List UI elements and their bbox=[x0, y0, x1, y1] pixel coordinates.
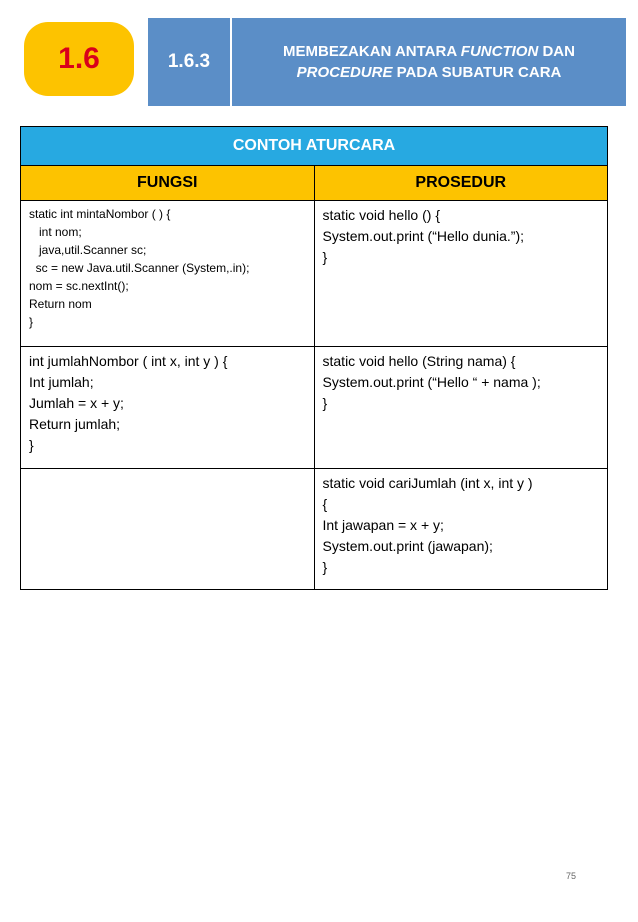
code-line: } bbox=[322, 395, 328, 411]
code-example-table bbox=[20, 126, 608, 590]
code-line: System.out.print (“Hello dunia.”); bbox=[322, 228, 525, 244]
section-header bbox=[148, 18, 626, 106]
code-line: static void hello (String nama) { bbox=[322, 353, 516, 369]
code-line: System.out.print (jawapan); bbox=[322, 538, 493, 554]
fungsi-cell bbox=[21, 201, 315, 347]
section-title-line-1: MEMBEZAKAN ANTARA FUNCTION DAN bbox=[283, 43, 575, 60]
code-line: { bbox=[322, 496, 328, 512]
page-number: 75 bbox=[566, 871, 577, 881]
code-line: Int jumlah; bbox=[29, 374, 94, 390]
code-line: } bbox=[322, 559, 328, 575]
prosedur-cell bbox=[314, 201, 608, 347]
table-row bbox=[21, 201, 608, 347]
code-line: System.out.print (“Hello “ + nama ); bbox=[322, 374, 541, 390]
code-line: } bbox=[29, 437, 34, 453]
code-line: } bbox=[322, 249, 328, 265]
code-line: static int mintaNombor ( ) { bbox=[29, 207, 171, 221]
code-line: Jumlah = x + y; bbox=[29, 395, 124, 411]
fungsi-cell bbox=[21, 347, 315, 469]
code-line: int jumlahNombor ( int x, int y ) { bbox=[29, 353, 228, 369]
table-row bbox=[21, 469, 608, 590]
chapter-badge bbox=[24, 22, 134, 96]
section-title-line-2: PROCEDURE PADA SUBATUR CARA bbox=[296, 64, 562, 81]
code-line: } bbox=[29, 315, 34, 329]
column-header-prosedur: PROSEDUR bbox=[314, 166, 608, 201]
prosedur-cell bbox=[314, 469, 608, 590]
code-line: static void cariJumlah (int x, int y ) bbox=[322, 475, 533, 491]
code-line: static void hello () { bbox=[322, 207, 440, 223]
chapter-number: 1.6 bbox=[58, 42, 100, 75]
prosedur-cell bbox=[314, 347, 608, 469]
table-row bbox=[21, 347, 608, 469]
section-title bbox=[232, 18, 626, 106]
column-header-fungsi: FUNGSI bbox=[21, 166, 315, 201]
code-line: Return nom bbox=[29, 297, 92, 311]
section-code: 1.6.3 bbox=[148, 18, 232, 106]
code-line: Return jumlah; bbox=[29, 416, 121, 432]
code-line: sc = new Java.util.Scanner (System,.in); bbox=[29, 261, 250, 275]
fungsi-cell bbox=[21, 469, 315, 590]
table-caption: CONTOH ATURCARA bbox=[21, 127, 608, 166]
code-line: int nom; bbox=[29, 225, 82, 239]
code-line: nom = sc.nextInt(); bbox=[29, 279, 129, 293]
code-line: java,util.Scanner sc; bbox=[29, 243, 147, 257]
code-line: Int jawapan = x + y; bbox=[322, 517, 444, 533]
